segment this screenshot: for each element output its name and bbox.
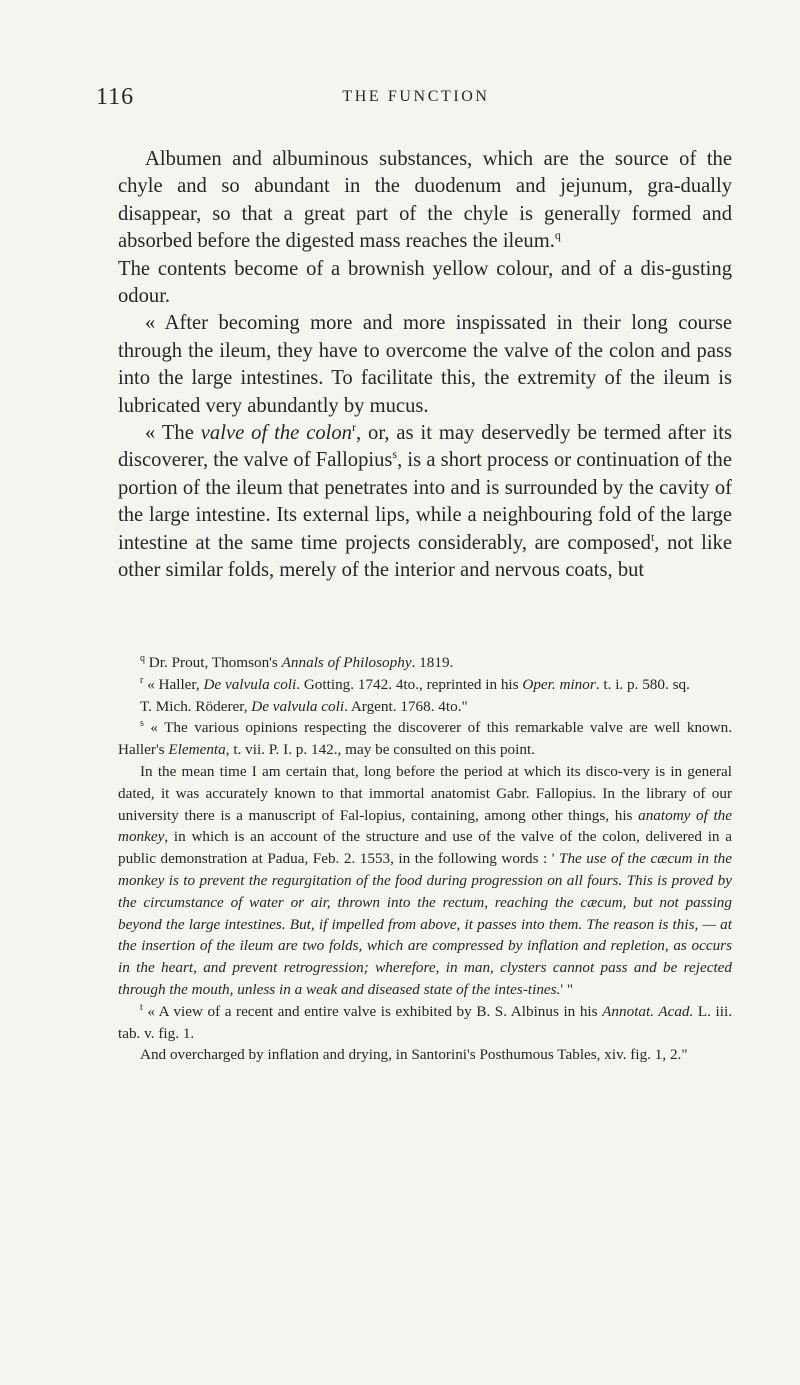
page-header [96,84,736,120]
paragraph-inspissated: « After becoming more and more inspissated in their long course through the ileum, they have to overcome the valve of the colon and pass into the large intestines. To facilitate this, the extremity of the ileum is lubricated very abundantly by mucus. [118,312,732,417]
paragraph-albumen: Albumen and albuminous substances, which are the source of the chyle and so abundant in the duodenum and jejunum, gra-dually disappear, so that a great part of the chyle is generally formed and absorbed before the digested mass reaches the ileum.$^q$ [118,148,732,253]
footnote-ref-r: r [351,420,356,435]
footnote-ref-s: s [392,447,398,462]
page-number: 116 [96,84,135,110]
main-text [118,146,732,585]
paragraph-contents: The contents become of a brownish yellow colour, and of a dis-gusting odour. [118,257,732,308]
footnotes [118,652,732,1066]
footnote-q: $^q$ Dr. Prout, Thomson's Annals of Philosophy. 1819. [140,652,454,671]
footnote-ref-q: q [554,228,561,243]
footnote-r-continued: T. Mich. Röderer, De valvula coli. Argent. 1768. 4to." [140,697,468,715]
footnote-t: $^t$ « A view of a recent and entire valve is exhibited by B. S. Albinus in his Annotat. Acad. L. iii. tab. v. fig. 1. [118,1001,732,1042]
footnote-s-continued: In the mean time I am certain that, long before the period at which its disco-very is in general dated, it was accurately known to that immortal anatomist Gabr. Fallopius. In the library of our university there is a manuscript of Fal-lopius, containing, among other things, his anatomy of the monkey, in which is an account of the structure and use of the valve of the colon, delivered in a public demonstration at Padua, Feb. 2. 1553, in the following words : ' The use of the cæcum in the monkey is to prevent the regurgitation of the food during progression on all fours. This is proved by the circumstance of water or air, thrown into the rectum, reaching the cæcum, but not passing beyond the large intestines. But, if impelled from above, it passes into them. The reason is this, — at the insertion of the ileum are two folds, which are compressed by inflation and repletion, as occurs in the heart, and prevent retrogression; wherefore, in man, clysters cannot pass and be rejected through the mouth, unless in a weak and diseased state of the intes-tines.' " [118,762,733,998]
footnote-ref-t: t [650,529,655,544]
footnote-r: $^r$ « Haller, De valvula coli. Gotting. 1742. 4to., reprinted in his Oper. minor. t. i. p. 580. sq. [140,674,690,693]
running-head: THE FUNCTION [342,88,490,105]
footnote-t-continued: And overcharged by inflation and drying, in Santorini's Posthumous Tables, xiv. fig. 1, 2." [140,1046,688,1064]
footnote-s: $^s$ « The various opinions respecting the discoverer of this remarkable valve are well known. Haller's Elementa, t. vii. P. I. p. 142., may be consulted on this point. [118,718,732,759]
paragraph-valve-of-colon: « The valve of the colon$^r$, or, as it may deservedly be termed after its discoverer, the valve of Fallopius$^s$, is a short process or continuation of the portion of the ileum that penetrates into and is surrounded by the cavity of the large intestine. Its external lips, while a neighbouring fold of the large intestine at the same time projects considerably, are composed$^t$, not like other similar folds, merely of the interior and nervous coats, but [118,420,732,582]
